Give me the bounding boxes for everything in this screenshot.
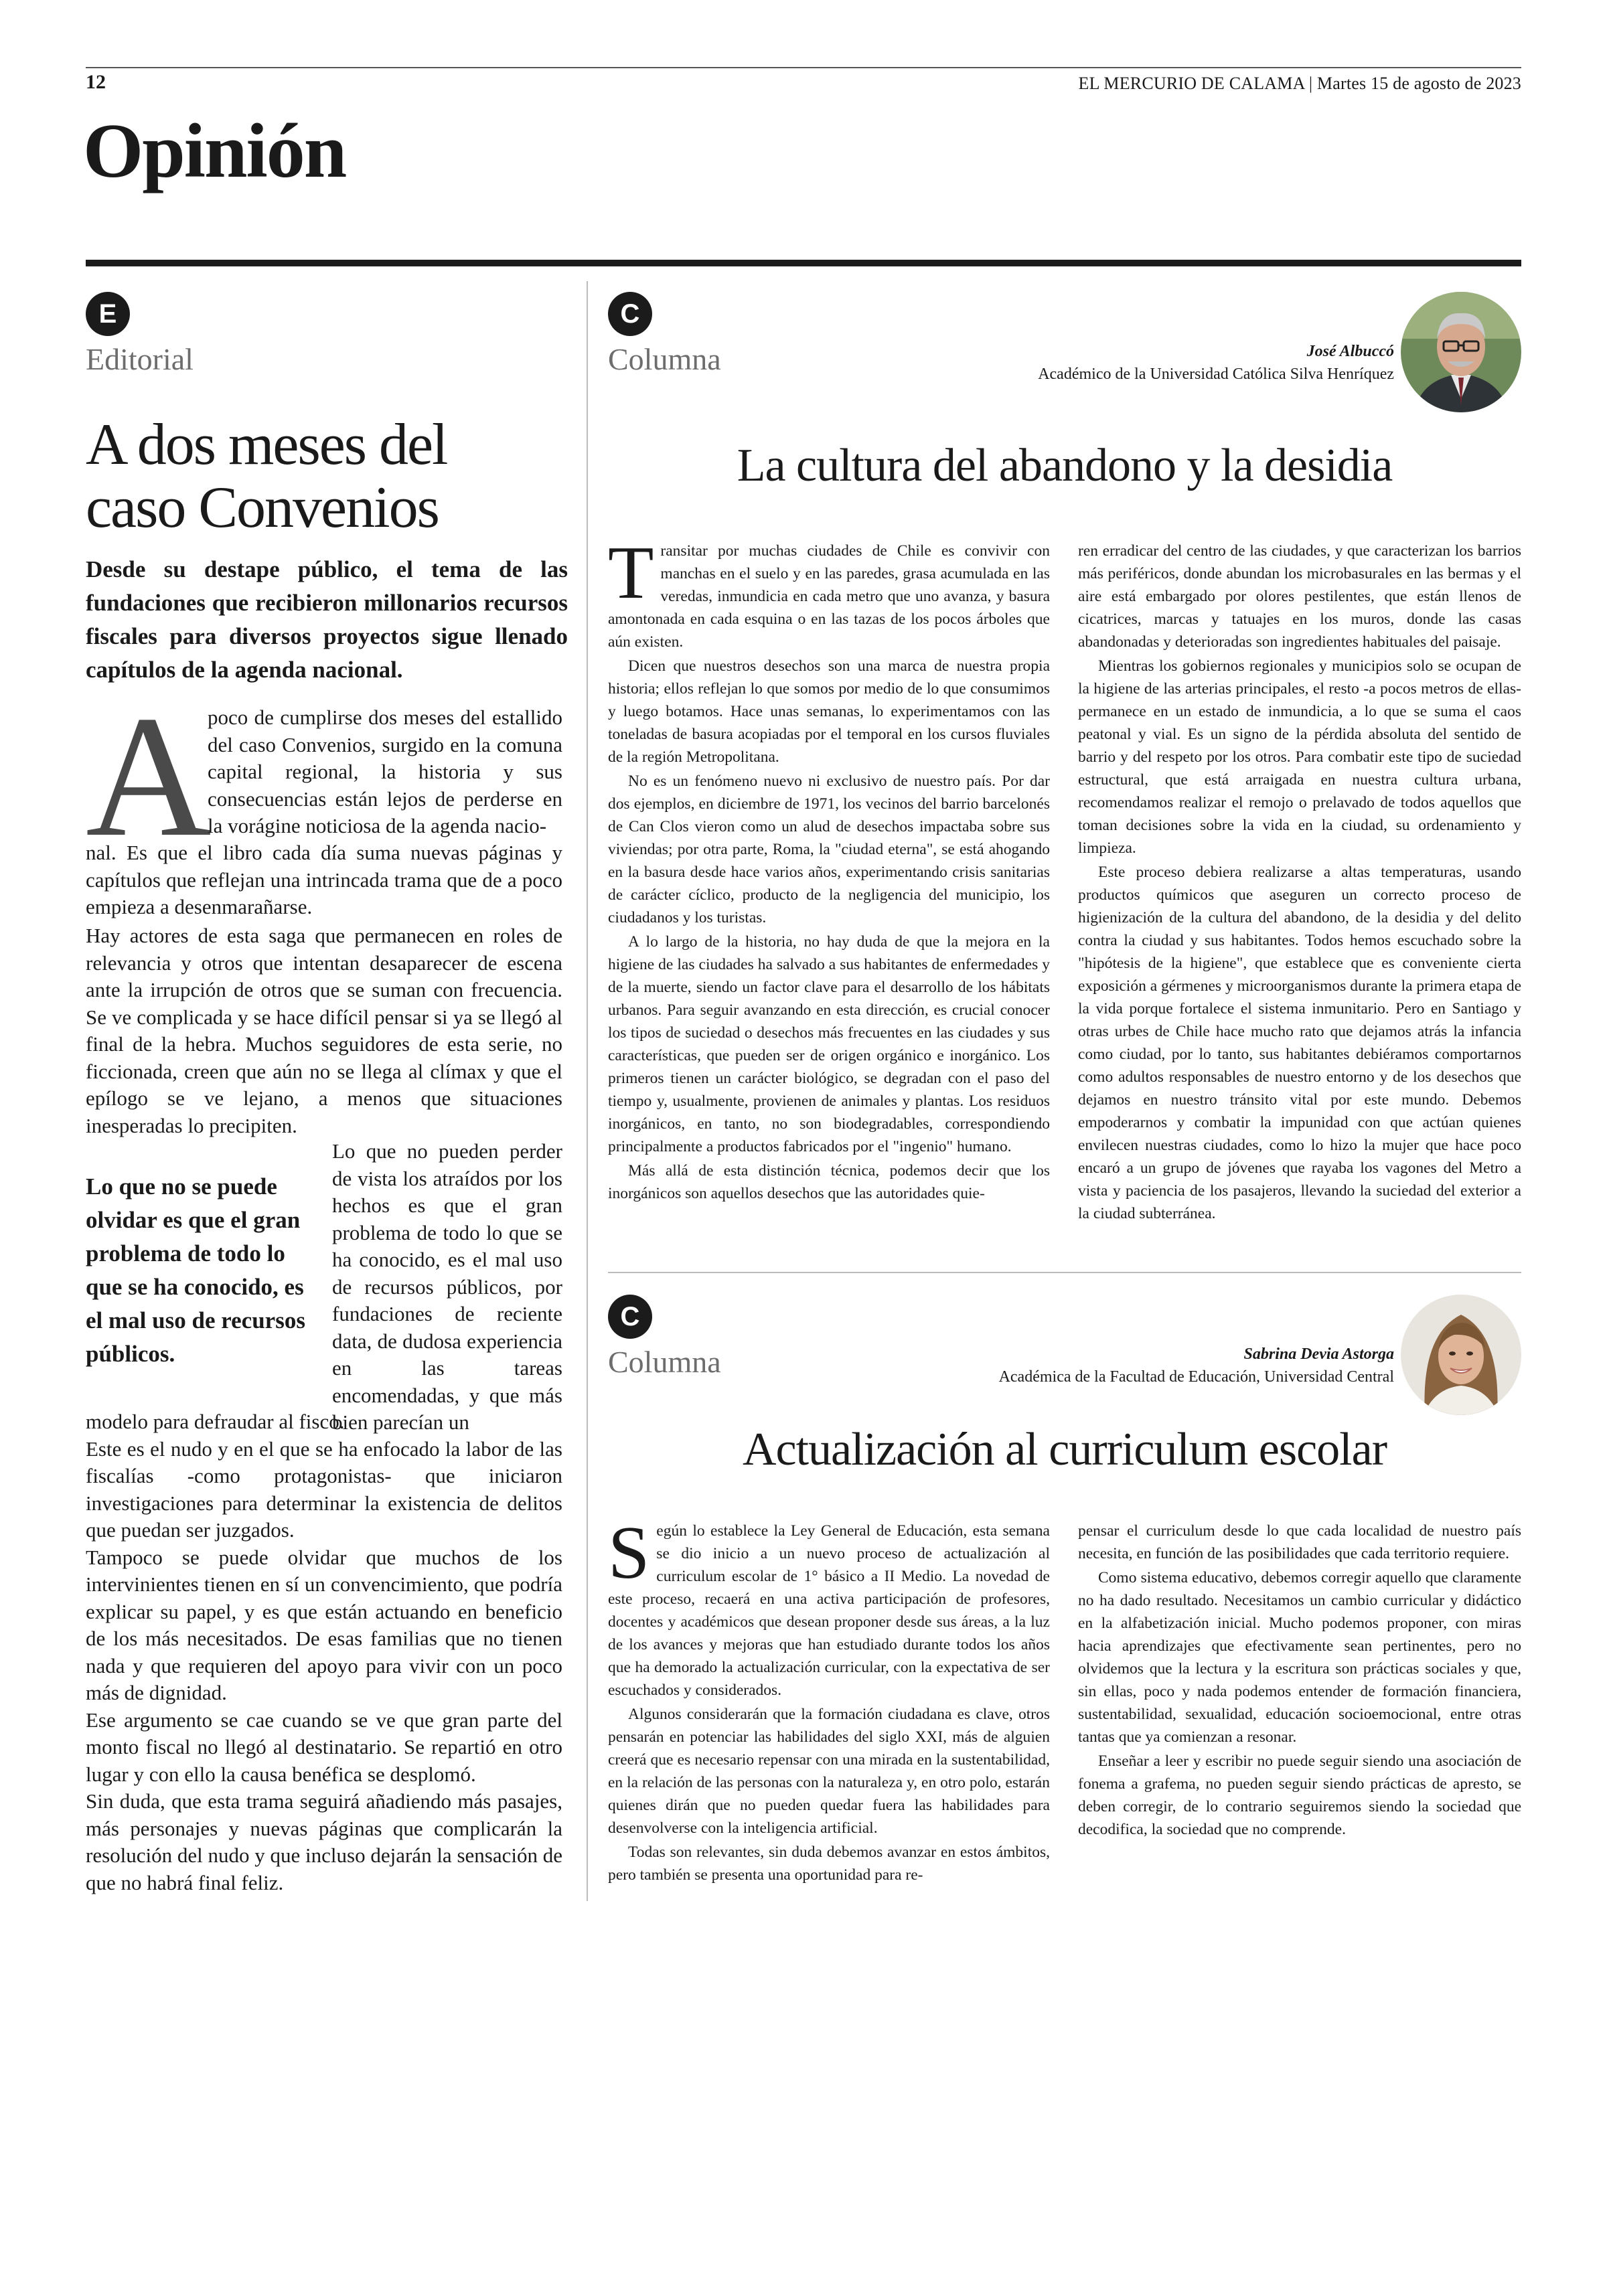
column2-label: Columna <box>608 1345 721 1379</box>
column1-paragraph: Dicen que nuestros desechos son una marca de nuestra propia historia; ellos reflejan lo que somos por medio de lo que consumimos y luego botamos. Hace unas semanas, lo experimentamos con las toneladas de basura acopiadas por el temporal en los cursos fluviales de la región Metropolitana. <box>608 657 1050 766</box>
column2-badge: C <box>608 1295 652 1339</box>
column2-drop-cap: S <box>608 1511 650 1594</box>
column2-author: Sabrina Devia Astorga <box>1243 1345 1394 1363</box>
editorial-drop-cap: A <box>86 680 212 873</box>
editorial-paragraph-1-wrap: poco de cumplirse dos meses del estallido del caso Convenios, surgido en la comuna capital regional, la historia y sus consecuencias están lejos de perderse en la vorágine noticiosa de la agenda nacio- <box>208 706 562 837</box>
column2-paragraph: pensar el curriculum desde lo que cada localidad de nuestro país necesita, en función de las posibilidades que cada territorio requiere. <box>1078 1522 1521 1562</box>
column2-affiliation: Académica de la Facultad de Educación, Universidad Central <box>998 1368 1394 1386</box>
column1-headline: La cultura del abandono y la desidia <box>737 440 1393 491</box>
top-rule <box>86 67 1521 68</box>
editorial-paragraph-3: Lo que no pueden perder de vista los atraídos por los hechos es que el gran problema de todo lo que se ha conocido, es el mal uso de recursos públicos, por fundaciones de reciente data, de dudosa experiencia en las tareas encomendadas, y que más bien parecían un <box>332 1139 562 1434</box>
editorial-headline <box>86 414 554 540</box>
column2-left-text <box>608 1511 1050 1888</box>
column2-paragraph: Enseñar a leer y escribir no puede seguir siendo una asociación de fonema a grafema, no pueden seguir siendo prácticas de apresto, se deben corregir, de lo contrario seguiremos siendo la sociedad que decodifica, la sociedad que no comprende. <box>1078 1752 1521 1838</box>
masthead: EL MERCURIO DE CALAMA | Martes 15 de agosto de 2023 <box>1078 74 1521 93</box>
editorial-badge: E <box>86 292 130 336</box>
column1-label: Columna <box>608 342 721 376</box>
column1-paragraph: A lo largo de la historia, no hay duda de que la mejora en la higiene de las ciudades ha salvado a sus habitantes de enfermedades y de la muerte, siendo un factor clave para el desarrollo de los hábitats urbanos. Para seguir avanzando en esta dirección, es crucial conocer los tipos de suciedad o desechos más frecuentes en las ciudades y sus características, que pueden ser de origen orgánico e inorgánico. Los primeros tienen un carácter biológico, se degradan con el paso del tiempo y, usualmente, provienen de animales y plantas. Los residuos inorgánicos, en tanto, no son biodegradables, correspondiendo principalmente a productos fabricados por el "ingenio" humano. <box>608 933 1050 1155</box>
column1-badge: C <box>608 292 652 336</box>
column1-paragraph: Más allá de esta distinción técnica, podemos decir que los inorgánicos son aquellos desechos que las autoridades quie- <box>608 1162 1050 1202</box>
editorial-paragraph-4: Este es el nudo y en el que se ha enfocado la labor de las fiscalías -como protagonistas- que iniciaron investigaciones para determinar la existencia de delitos que puedan ser juzgados. <box>86 1437 562 1542</box>
column2-paragraph: Algunos considerarán que la formación ciudadana es clave, otros pensarán en potenciar las habilidades del siglo XXI, más de alguien creerá que es necesario repensar con una mirada en la sustentabilidad, en la relación de las personas con la naturaleza y, en otro polo, estarán quienes dirán que no pueden quedar fuera las habilidades para desenvolverse con la inteligencia artificial. <box>608 1706 1050 1837</box>
page-number: 12 <box>86 71 106 93</box>
editorial-paragraph-5: Tampoco se puede olvidar que muchos de los intervinientes tienen en sí un convencimiento, que podría explicar su papel, y es que están actuando en beneficio de los más necesitados. De esas familias que no tienen nada y que requieren del apoyo para vivir con un poco más de dignidad. <box>86 1545 562 1704</box>
editorial-tail <box>86 1408 562 1896</box>
column1-paragraph: ransitar por muchas ciudades de Chile es convivir con manchas en el suelo y en las paredes, grasa acumulada en las veredas, inmundicia en cada metro que uno avanza, y basura amontonada en cada esquina o en las tazas de los pocos árboles que aún existen. <box>608 542 1050 651</box>
column1-affiliation: Académico de la Universidad Católica Silva Henríquez <box>1038 365 1394 383</box>
column2-author-photo <box>1401 1295 1521 1415</box>
author-photo-icon <box>1401 1295 1521 1415</box>
column2-paragraph: egún lo establece la Ley General de Educación, esta semana se dio inicio a un nuevo proceso de actualización al curriculum escolar de 1° básico a II Medio. La novedad de este proceso, recaerá en una activa participación de profesores, docentes y académicos que desean proponer desde sus áreas, a la luz de los avances y mejoras que han estudiado durante todos los años que ha demorado la actualización curricular, con la expectativa de ser escuchados y considerados. <box>608 1522 1050 1699</box>
column2-headline: Actualización al curriculum escolar <box>742 1424 1387 1475</box>
column1-paragraph: No es un fenómeno nuevo ni exclusivo de nuestro país. Por dar dos ejemplos, en diciembre de 1971, los vecinos del barrio barcelonés de Can Clos vieron como un alud de desechos impactaba sobre sus viviendas; por otra parte, Roma, la "ciudad eterna", se está ahogando en la basura desde hace varios años, experimentando crisis sanitarias de carácter cíclico, producto de la negligencia del municipio, los ciudadanos y los turistas. <box>608 772 1050 926</box>
column1-drop-cap: T <box>608 531 654 614</box>
column1-left-text <box>608 531 1050 1206</box>
editorial-paragraph-2: Hay actores de esta saga que permanecen en roles de relevancia y otros que intentan desaparecer de escena ante la irrupción de otros que se suman con frecuencia. Se ve complicada y se hace difícil pensar si ya se llegó al final de la hebra. Muchos seguidores de esta serie, no ficcionada, creen que aún no se llega al clímax y que el epílogo se ve lejano, a menos que situaciones inesperadas lo precipiten. <box>86 924 562 1137</box>
editorial-paragraph-7: Sin duda, que esta trama seguirá añadiendo más pasajes, más personajes y nuevas páginas que complicarán la resolución del nudo y que incluso dejarán la sensación de que no habrá final feliz. <box>86 1789 562 1894</box>
editorial-paragraph-1-rest: nal. Es que el libro cada día suma nuevas páginas y capítulos que reflejan una intrincada trama que de a poco empieza a desenmarañarse. <box>86 841 562 918</box>
column-divider <box>587 281 588 1901</box>
pull-quote: Lo que no se puede olvidar es que el gran problema de todo lo que se ha conocido, es el mal uso de recursos públicos. <box>86 1173 305 1367</box>
section-title: Opinión <box>83 108 346 194</box>
editorial-paragraph-6: Ese argumento se cae cuando se ve que gran parte del monto fiscal no llegó al destinatario. Se repartió en otro lugar y con ello la causa benéfica se desplomó. <box>86 1708 562 1786</box>
column1-right-text <box>1078 540 1521 1226</box>
column-separator <box>608 1272 1521 1273</box>
column1-paragraph: Mientras los gobiernos regionales y municipios solo se ocupan de la higiene de las arterias principales, el resto -a pocos metros de ellas- permanece en un estado de inmundicia, a lo que se suma el caos peatonal y vial. Es un signo de la pérdida absoluta del sentido de barrio y del respeto por los otros. Para combatir este tipo de suciedad estructural, que está arraigada en nuestra cultura urbana, recomendamos realizar el remojo o prelavado de todos aquellos que toman decisiones sobre la vida en la ciudad, su ordenamiento y limpieza. <box>1078 657 1521 857</box>
section-rule <box>86 260 1521 266</box>
editorial-lead: Desde su destape público, el tema de las fundaciones que recibieron millonarios recursos fiscales para diversos proyectos sigue llenado capítulos de la agenda nacional. <box>86 556 568 683</box>
editorial-paragraph-3-rest: modelo para defraudar al fisco. <box>86 1410 345 1433</box>
author-photo-icon <box>1401 292 1521 412</box>
column1-paragraph: ren erradicar del centro de las ciudades, y que caracterizan los barrios más periféricos, donde abundan los microbasurales en las bermas y el aire está embargado por olores pestilentes, que están llenos de cicatrices, marcas y tatuajes en los muros, donde las casas abandonadas y deterioradas son ingredientes habituales del paisaje. <box>1078 542 1521 651</box>
column1-author-photo <box>1401 292 1521 412</box>
editorial-headline-line2: caso Convenios <box>86 475 439 540</box>
editorial-label: Editorial <box>86 342 194 376</box>
column2-paragraph: Todas son relevantes, sin duda debemos avanzar en estos ámbitos, pero también se presenta una oportunidad para re- <box>608 1843 1050 1884</box>
column1-paragraph: Este proceso debiera realizarse a altas temperaturas, usando productos químicos que aseguren un correcto proceso de higienización de la cultura del abandono, de la desidia y del delito contra la ciudad y sus habitantes. Todos hemos escuchado sobre la "hipótesis de la higiene", que establece que es conveniente cierta exposición a gérmenes y microorganismos durante la primera etapa de la vida porque fortalece el sistema inmunitario. Pero en Santiago y otras urbes de Chile hace mucho rato que dejamos atrás la infancia como ciudad, por lo tanto, sus habitantes debiéramos comportarnos como adultos responsables de nuestro entorno y de los desechos que dejamos en nuestro tránsito vital por este mundo. Debemos empoderarnos y combatir la impunidad con que actúan quienes envilecen nuestras ciudades, como lo hizo la mujer que hace poco encaró a un grupo de jóvenes que rayaba los vagones del Metro a vista y paciencia de los pasajeros, llevando la suciedad del exterior a la ciudad subterránea. <box>1078 864 1521 1222</box>
editorial-headline-line1: A dos meses del <box>86 412 447 477</box>
column1-author: José Albuccó <box>1306 343 1394 360</box>
column2-paragraph: Como sistema educativo, debemos corregir aquello que claramente no ha dado resultado. Necesitamos un cambio curricular y didáctico en la alfabetización inicial. Mucho podemos proponer, con miras hacia aprendizajes que efectivamente sean pertinentes, pero no olvidemos que la lectura y la escritura son prácticas sociales y que, sin ellas, poco y nada podemos entender de formación financiera, sustentabilidad, sexualidad, educación socioemocional, entre otras tantas que ya comienzan a resonar. <box>1078 1569 1521 1746</box>
column2-right-text <box>1078 1520 1521 1842</box>
